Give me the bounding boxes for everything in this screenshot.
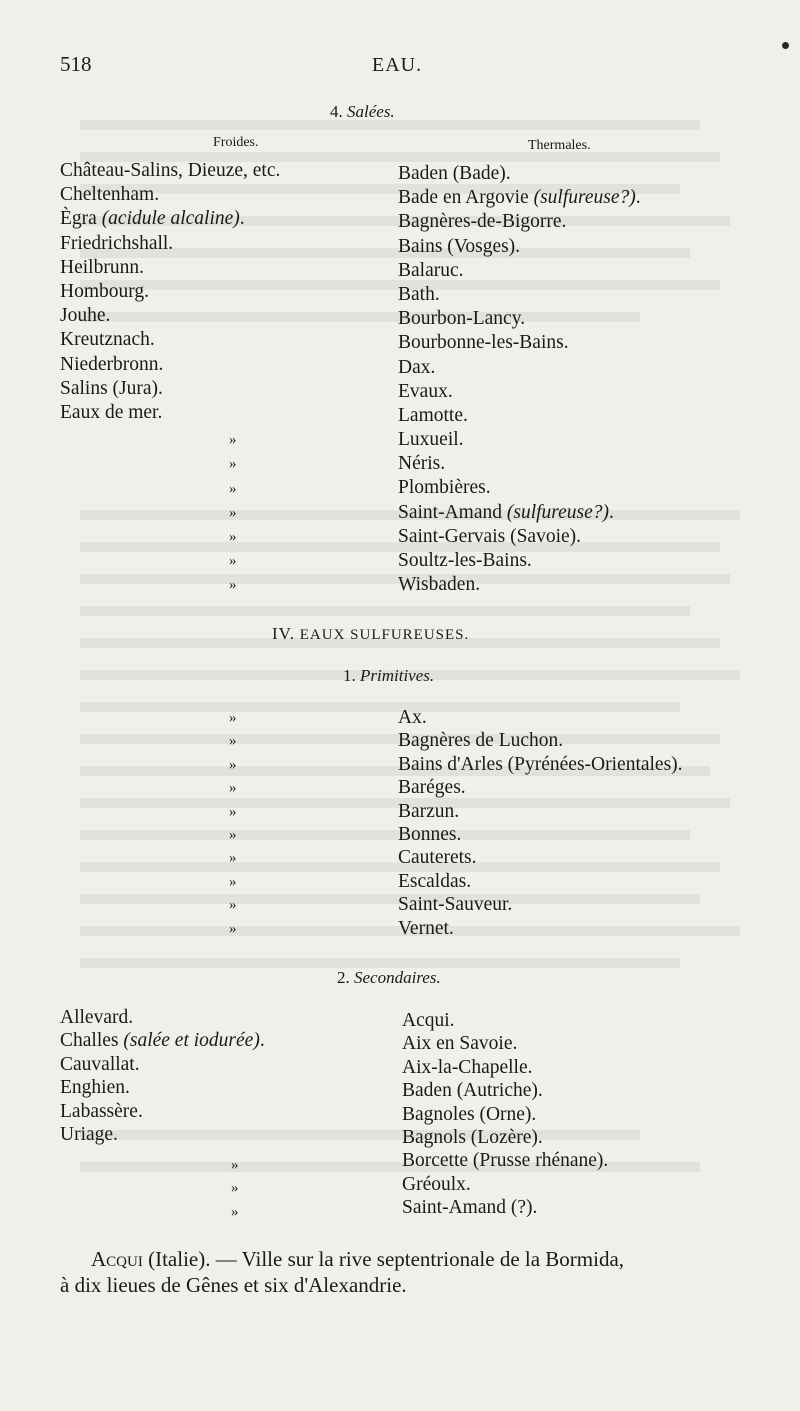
list-item: Borcette (Prusse rhénane). xyxy=(402,1150,609,1172)
list-item: Cauterets. xyxy=(398,847,477,869)
list-thermales xyxy=(398,162,641,597)
list-item: Acqui. xyxy=(402,1010,455,1031)
list-item: Barzun. xyxy=(398,800,460,822)
ditto-mark: » xyxy=(231,1157,239,1173)
list-item-name: Uriage. xyxy=(60,1123,118,1145)
list-item-name: Bade en Argovie xyxy=(398,187,534,209)
list-item xyxy=(398,307,641,331)
list-item xyxy=(398,186,641,210)
list-item-name: Bains (Vosges). xyxy=(398,235,521,257)
subsection-title: Secondaires. xyxy=(354,968,441,987)
section-title: EAUX SULFUREUSES. xyxy=(299,627,470,643)
list-item: Ax. xyxy=(398,707,427,728)
entry-line-1 xyxy=(91,1246,624,1272)
ditto-mark: » xyxy=(229,827,237,843)
ditto-mark: » xyxy=(231,1203,239,1220)
list-item-name: Wisbaden. xyxy=(398,574,481,596)
list-item xyxy=(60,183,280,207)
list-item xyxy=(398,331,641,355)
list-item-name: Challes xyxy=(60,1030,124,1052)
subsection-number: 2. xyxy=(337,968,350,987)
list-item-name: Cauvallat. xyxy=(60,1053,140,1075)
list-item: Gréoulx. xyxy=(402,1173,471,1195)
list-item xyxy=(398,283,641,307)
list-item xyxy=(398,162,641,186)
ditto-mark: » xyxy=(229,850,237,867)
list-item-name: Luxueil. xyxy=(398,429,464,451)
list-item xyxy=(60,1076,265,1099)
subsection-title: Salées. xyxy=(347,102,395,121)
list-item xyxy=(60,377,280,401)
list-item-name: Eaux de mer. xyxy=(60,401,163,423)
list-item xyxy=(60,1029,265,1052)
list-item-note: (sulfureuse?) xyxy=(533,187,636,209)
list-item xyxy=(60,304,280,328)
list-item-name: Néris. xyxy=(398,453,446,475)
list-item-name: Dax. xyxy=(398,356,436,378)
list-item xyxy=(60,401,280,425)
list-item-name: Heilbrunn. xyxy=(60,256,144,278)
ditto-mark: » xyxy=(229,920,237,937)
list-item-name: Bourbon-Lancy. xyxy=(398,308,526,330)
list-item-name: Kreutznach. xyxy=(60,329,155,351)
ditto-mark: » xyxy=(229,529,237,545)
list-item: Escaldas. xyxy=(398,870,472,892)
list-item-name: Balaruc. xyxy=(398,259,464,281)
list-item-name: Saint-Amand xyxy=(398,501,507,523)
list-item: Bonnes. xyxy=(398,823,462,845)
list-item-punct: . xyxy=(259,1030,265,1052)
list-item-name: Bagnères-de-Bigorre. xyxy=(398,211,567,233)
list-item-name: Evaux. xyxy=(398,380,453,402)
list-item-name: Ègra xyxy=(60,208,102,230)
list-item-punct: . xyxy=(239,208,245,230)
ditto-mark: » xyxy=(229,873,237,890)
list-item: Bagnoles (Orne). xyxy=(402,1103,537,1125)
list-item xyxy=(398,525,641,549)
section-roman-numeral: IV. xyxy=(272,624,295,643)
list-item-name: Hombourg. xyxy=(60,280,150,302)
column-heading-froides: Froides. xyxy=(213,135,259,150)
list-item xyxy=(398,428,641,452)
list-item xyxy=(398,259,641,283)
list-item xyxy=(60,328,280,352)
ditto-mark: » xyxy=(229,456,237,473)
list-item-name: Jouhe. xyxy=(60,305,111,327)
list-item: Baréges. xyxy=(398,777,466,799)
ink-spot xyxy=(782,42,789,49)
list-item-name: Lamotte. xyxy=(398,404,468,426)
subsection-number: 1. xyxy=(343,666,356,685)
list-item-name: Friedrichshall. xyxy=(60,232,174,254)
section-heading-sulfureuses xyxy=(272,624,469,644)
list-item xyxy=(398,476,641,500)
ditto-mark: » xyxy=(229,504,237,521)
subsection-heading-secondaires xyxy=(337,968,441,988)
list-item: Baden (Autriche). xyxy=(402,1080,543,1102)
list-item xyxy=(398,235,641,259)
list-item-note: (salée et iodurée) xyxy=(123,1030,260,1052)
list-item-name: Allevard. xyxy=(60,1007,134,1028)
list-item-name: Niederbronn. xyxy=(60,353,164,375)
entry-text-2: à dix lieues de Gênes et six d'Alexandrie. xyxy=(60,1273,407,1297)
list-item xyxy=(398,210,641,234)
entry-headword: Acqui xyxy=(91,1247,143,1271)
list-item xyxy=(60,353,280,377)
list-item-name: Salins (Jura). xyxy=(60,377,163,399)
list-item xyxy=(398,380,641,404)
list-item-name: Plombières. xyxy=(398,477,491,499)
ditto-mark: » xyxy=(229,710,237,726)
list-item xyxy=(60,1100,265,1123)
list-item-name: Bath. xyxy=(398,283,440,305)
list-item xyxy=(60,256,280,280)
list-item-name: Enghien. xyxy=(60,1077,130,1099)
list-item-note: (sulfureuse?) xyxy=(506,501,610,523)
list-item xyxy=(398,573,641,597)
list-item xyxy=(398,452,641,476)
list-item-name: Soultz-les-Bains. xyxy=(398,550,532,571)
ditto-mark: » xyxy=(229,897,237,914)
page-number: 518 xyxy=(60,52,92,76)
list-item-note: (acidule alcaline) xyxy=(101,208,240,230)
list-item-punct: . xyxy=(609,501,614,523)
list-item: Vernet. xyxy=(398,917,454,939)
list-item xyxy=(398,549,641,573)
list-item xyxy=(60,232,280,256)
list-item xyxy=(60,1053,265,1076)
list-item: Aix-la-Chapelle. xyxy=(402,1056,533,1078)
running-title: EAU. xyxy=(372,54,423,76)
list-item xyxy=(60,207,280,231)
list-item-name: Cheltenham. xyxy=(60,184,160,206)
entry-text-1: (Italie). — Ville sur la rive septentrionale de la Bormida, xyxy=(142,1247,625,1271)
list-item xyxy=(398,404,641,428)
list-froides xyxy=(60,159,280,425)
list-item: Aix en Savoie. xyxy=(402,1033,518,1055)
list-primitives xyxy=(398,706,683,940)
list-item-name: Baden (Bade). xyxy=(398,163,511,184)
ditto-mark: » xyxy=(231,1180,239,1197)
list-secondaires-right xyxy=(402,1009,608,1220)
entry-line-2 xyxy=(60,1272,407,1298)
list-item: Bains d'Arles (Pyrénées-Orientales). xyxy=(398,753,683,775)
list-item xyxy=(398,501,641,525)
ditto-mark: » xyxy=(229,577,237,594)
ditto-mark: » xyxy=(229,553,237,570)
column-heading-thermales: Thermales. xyxy=(528,138,591,153)
list-item xyxy=(60,280,280,304)
subsection-title: Primitives. xyxy=(360,666,435,685)
list-item: Bagnères de Luchon. xyxy=(398,730,564,752)
list-item xyxy=(60,1006,265,1029)
subsection-heading-salees xyxy=(330,102,395,122)
ditto-mark: » xyxy=(229,756,237,773)
ditto-mark: » xyxy=(229,480,237,497)
ditto-mark: » xyxy=(229,432,237,449)
list-secondaires-left xyxy=(60,1006,265,1146)
list-item-name: Château-Salins, Dieuze, etc. xyxy=(60,160,281,181)
list-item xyxy=(398,356,641,380)
subsection-number: 4. xyxy=(330,102,343,121)
list-item: Bagnols (Lozère). xyxy=(402,1126,543,1148)
list-item-name: Bourbonne-les-Bains. xyxy=(398,332,569,354)
list-item xyxy=(60,159,280,183)
list-item: Saint-Amand (?). xyxy=(402,1197,538,1219)
ditto-mark: » xyxy=(229,803,237,820)
list-item: Saint-Sauveur. xyxy=(398,894,513,916)
ditto-mark: » xyxy=(229,733,237,750)
list-item xyxy=(60,1123,265,1146)
list-item-name: Labassère. xyxy=(60,1100,143,1122)
ditto-mark: » xyxy=(229,780,237,797)
list-item-name: Saint-Gervais (Savoie). xyxy=(398,525,582,547)
list-item-punct: . xyxy=(635,187,641,209)
subsection-heading-primitives xyxy=(343,666,434,686)
